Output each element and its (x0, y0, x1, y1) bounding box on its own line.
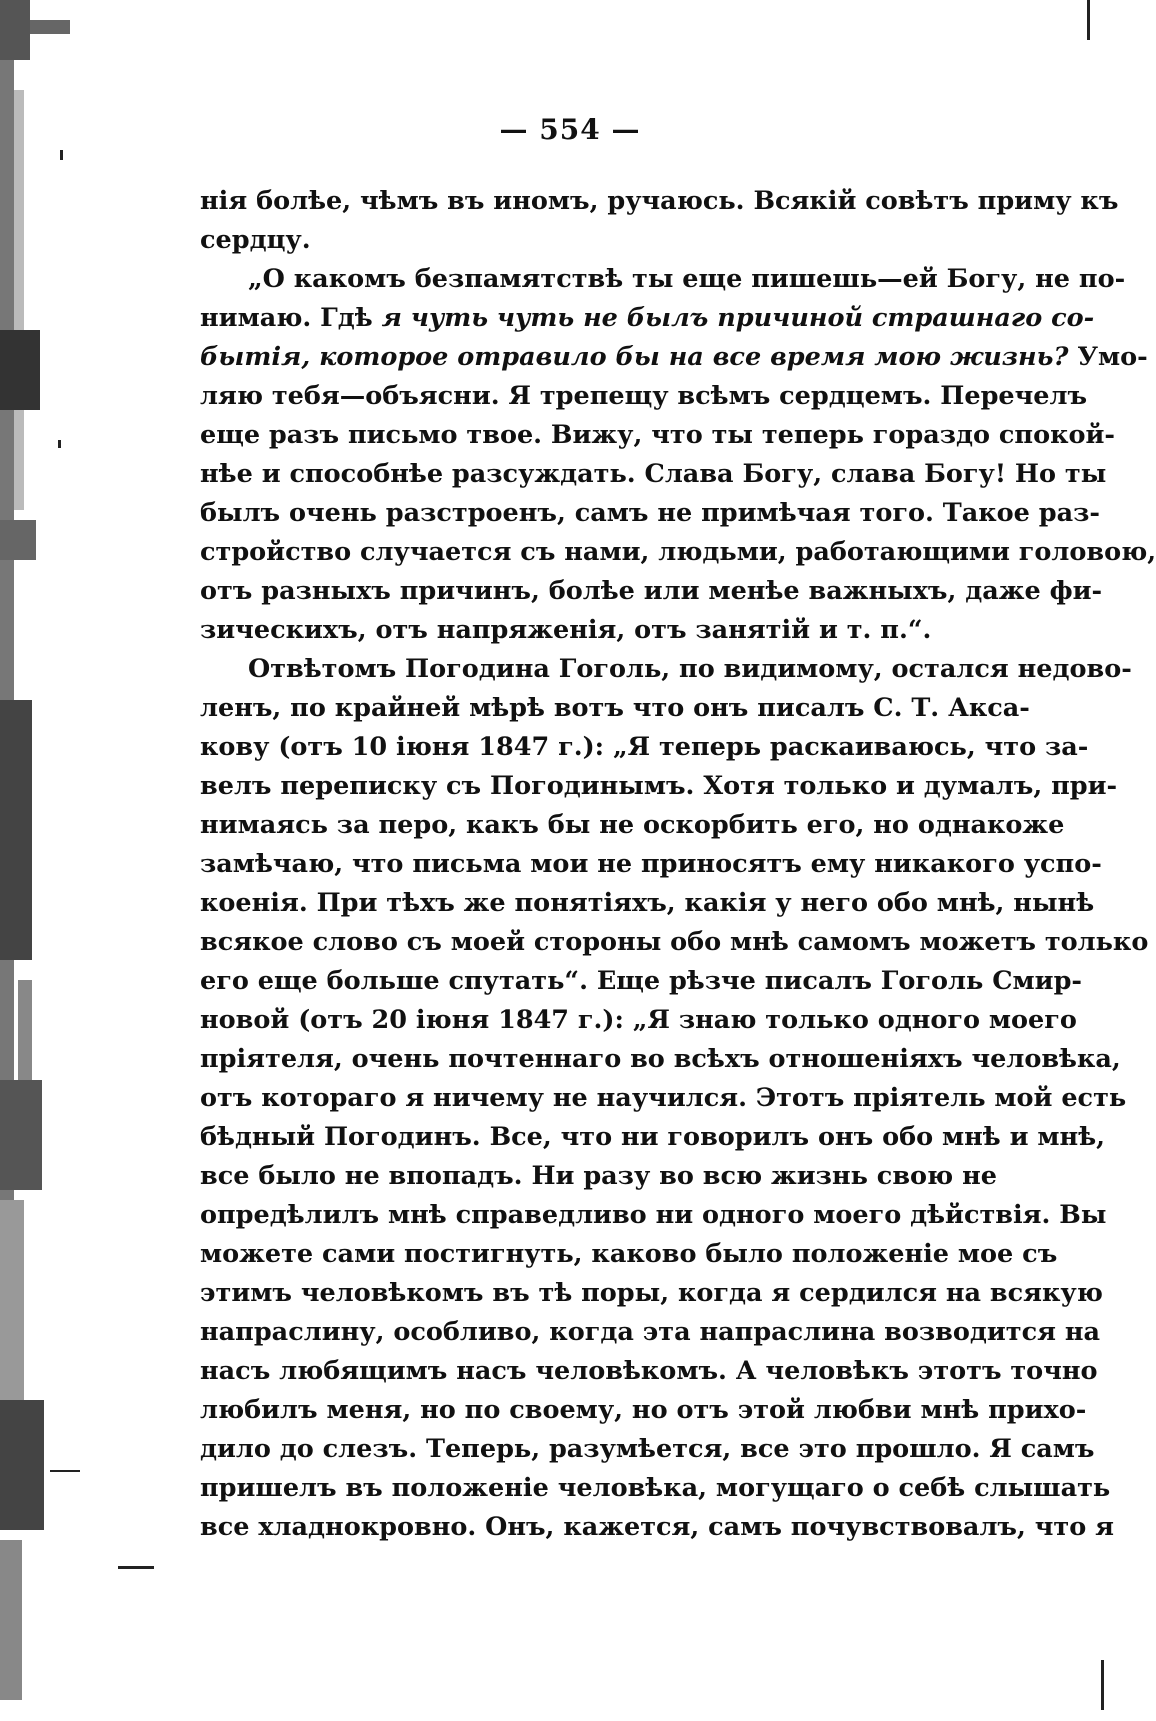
text-line: еще разъ письмо твое. Вижу, что ты теперь гораздо спокой- (200, 420, 1116, 450)
text-line: пришелъ въ положеніе человѣка, могущаго о себѣ слышать (200, 1473, 1111, 1503)
text-line: коенія. При тѣхъ же понятіяхъ, какія у него обо мнѣ, нынѣ (200, 888, 1095, 918)
text-line: нимаясь за перо, какъ бы не оскорбить его, но однакоже (200, 810, 1065, 840)
text-line: всякое слово съ моей стороны обо мнѣ самомъ можетъ только (200, 927, 1149, 957)
text-line: стройство случается съ нами, людьми, работающими головою, (200, 537, 1156, 567)
text-line: новой (отъ 20 іюня 1847 г.): „Я знаю только одного моего (200, 1005, 1077, 1035)
text-line: „О какомъ безпамятствѣ ты еще пишешь—ей Богу, не по- (248, 264, 1126, 294)
text-line: сердцу. (200, 225, 311, 255)
stray-dash-mark (118, 1566, 154, 1569)
text-line: можете сами постигнуть, каково было положеніе мое съ (200, 1239, 1058, 1269)
text-line: дило до слезъ. Теперь, разумѣется, все это прошло. Я самъ (200, 1434, 1095, 1464)
text-line: Отвѣтомъ Погодина Гоголь, по видимому, остался недово- (248, 654, 1132, 684)
right-edge-mark-bottom (1101, 1660, 1104, 1710)
text-line: отъ разныхъ причинъ, болѣе или менѣе важныхъ, даже фи- (200, 576, 1103, 606)
text-line: велъ переписку съ Погодинымъ. Хотя только и думалъ, при- (200, 771, 1118, 801)
text-line: бѣдный Погодинъ. Все, что ни говорилъ онъ обо мнѣ и мнѣ, (200, 1122, 1106, 1152)
text-line: ляю тебя—объясни. Я трепещу всѣмъ сердцемъ. Перечелъ (200, 381, 1088, 411)
right-edge-mark-top (1087, 0, 1090, 40)
text-line-mixed (200, 299, 1095, 338)
text-line: ленъ, по крайней мѣрѣ вотъ что онъ писалъ С. Т. Акса- (200, 693, 1030, 723)
text-fragment: нимаю. Гдѣ (200, 303, 373, 333)
text-line: все хладнокровно. Онъ, кажется, самъ почувствовалъ, что я (200, 1512, 1114, 1542)
text-line: этимъ человѣкомъ въ тѣ поры, когда я сердился на всякую (200, 1278, 1103, 1308)
text-line: зическихъ, отъ напряженія, отъ занятій и т. п.“. (200, 615, 932, 645)
text-line: все было не впопадъ. Ни разу во всю жизнь свою не (200, 1161, 997, 1191)
text-fragment: Умо- (1077, 342, 1148, 372)
body-text (200, 182, 1156, 1547)
text-line: нія болѣе, чѣмъ въ иномъ, ручаюсь. Всякій совѣтъ приму къ (200, 186, 1119, 216)
text-line: опредѣлилъ мнѣ справедливо ни одного моего дѣйствія. Вы (200, 1200, 1107, 1230)
text-line-mixed (200, 338, 1148, 377)
binding-edge-scan-noise (0, 0, 78, 1721)
page-number: — 554 — (499, 113, 641, 146)
text-line: пріятеля, очень почтеннаго во всѣхъ отношеніяхъ человѣка, (200, 1044, 1121, 1074)
text-line: напраслину, особливо, когда эта напраслина возводится на (200, 1317, 1101, 1347)
italic-fragment: я чуть чуть не былъ причиной страшнаго со- (381, 303, 1095, 333)
text-line: насъ любящимъ насъ человѣкомъ. А человѣкъ этотъ точно (200, 1356, 1098, 1386)
text-line: отъ котораго я ничему не научился. Этотъ пріятель мой есть (200, 1083, 1127, 1113)
text-line: замѣчаю, что письма мои не приносятъ ему никакого успо- (200, 849, 1102, 879)
text-line: любилъ меня, но по своему, но отъ этой любви мнѣ прихо- (200, 1395, 1087, 1425)
text-line: былъ очень разстроенъ, самъ не примѣчая того. Такое раз- (200, 498, 1100, 528)
text-line: его еще больше спутать“. Еще рѣзче писалъ Гоголь Смир- (200, 966, 1082, 996)
text-line: нѣе и способнѣе разсуждать. Слава Богу, слава Богу! Но ты (200, 459, 1107, 489)
italic-fragment: бытія, которое отравило бы на все время мою жизнь? (200, 342, 1069, 372)
text-line: кову (отъ 10 іюня 1847 г.): „Я теперь раскаиваюсь, что за- (200, 732, 1089, 762)
